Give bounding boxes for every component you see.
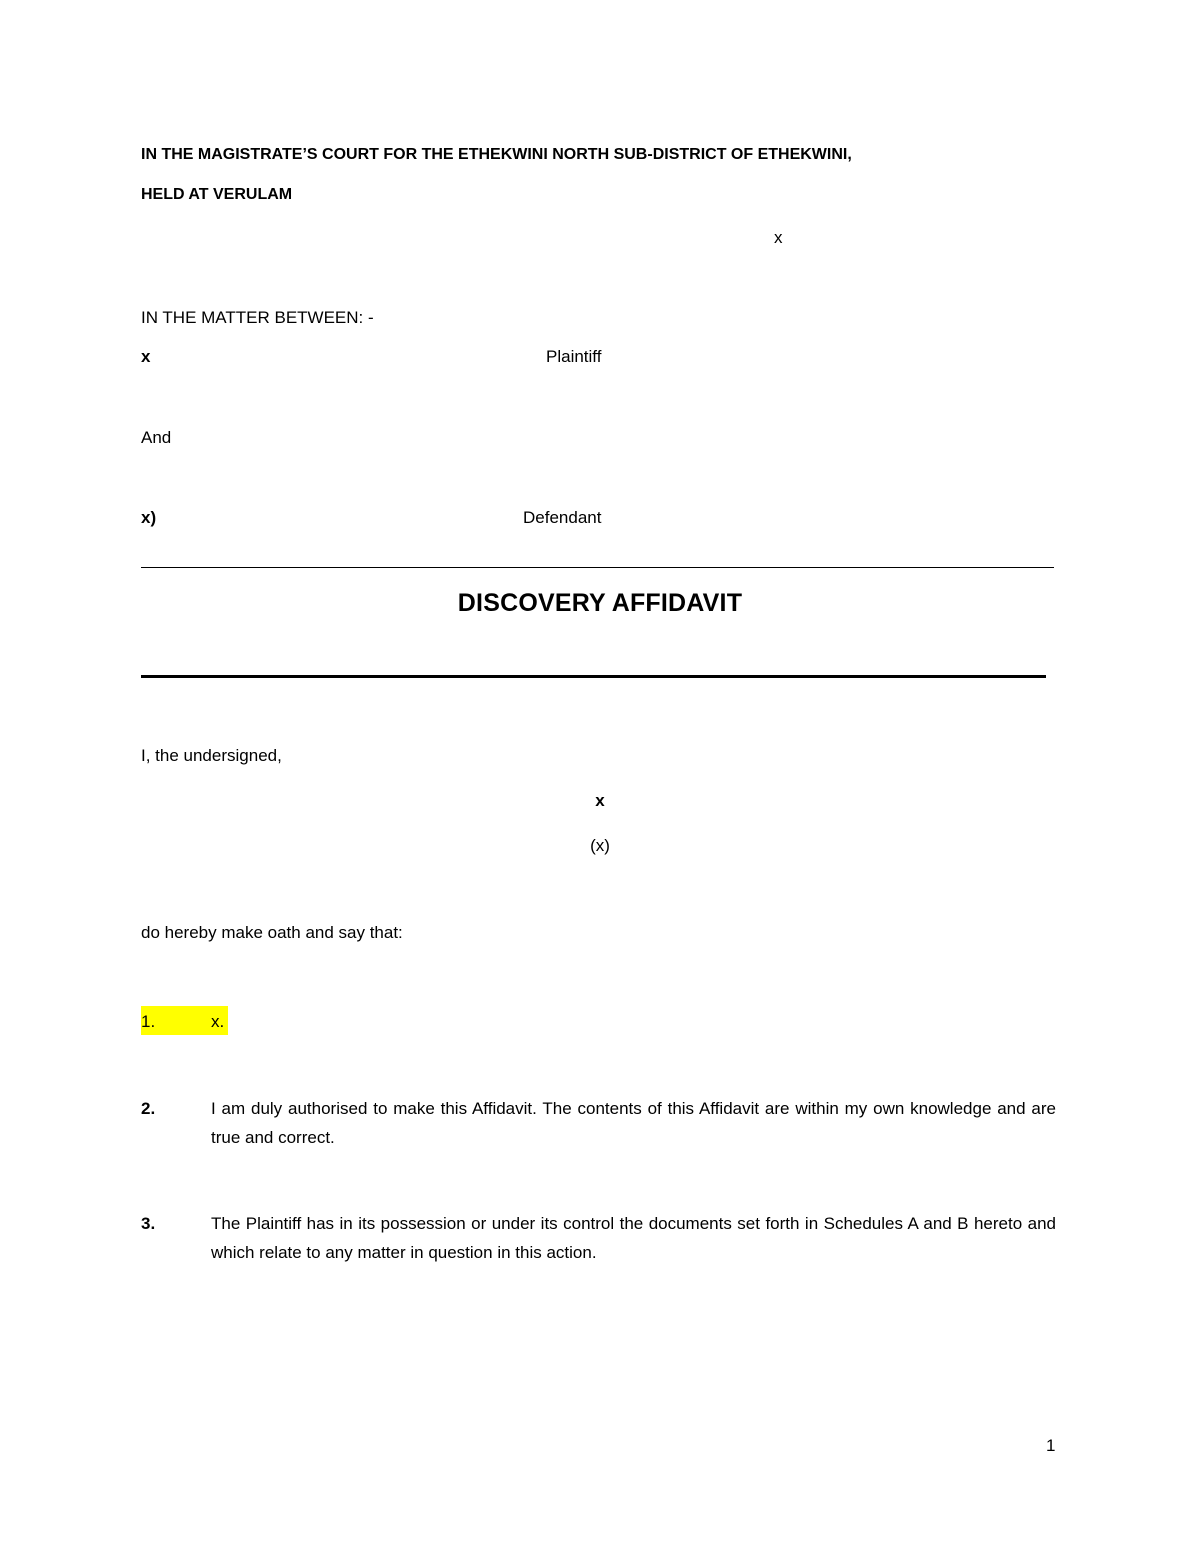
paragraph-1-number: 1. bbox=[141, 1012, 156, 1031]
defendant-label: Defendant bbox=[523, 508, 602, 527]
plaintiff-label: Plaintiff bbox=[546, 347, 602, 366]
court-location-line: HELD AT VERULAM bbox=[141, 186, 293, 203]
deponent-id: (x) bbox=[590, 836, 610, 855]
defendant-name: x) bbox=[141, 508, 157, 527]
paragraph-1-text: x. bbox=[211, 1012, 225, 1031]
paragraph-3-text: The Plaintiff has in its possession or under its control the documents set forth in Schedules A and B hereto and which relate to any matter in question in this action. bbox=[211, 1214, 1056, 1262]
matter-between-label: IN THE MATTER BETWEEN: - bbox=[141, 308, 374, 327]
paragraph-2-number: 2. bbox=[141, 1099, 156, 1118]
top-divider bbox=[141, 567, 1054, 568]
deponent-name: x bbox=[595, 791, 605, 810]
case-number: x bbox=[774, 228, 783, 247]
plaintiff-name: x bbox=[141, 347, 151, 366]
document-title: DISCOVERY AFFIDAVIT bbox=[457, 589, 743, 617]
deponent-intro: I, the undersigned, bbox=[141, 746, 282, 765]
court-name-line: IN THE MAGISTRATE’S COURT FOR THE ETHEKWINI NORTH SUB-DISTRICT OF ETHEKWINI, bbox=[141, 146, 852, 163]
title-underline bbox=[141, 675, 1046, 678]
paragraph-2-text: I am duly authorised to make this Affidavit. The contents of this Affidavit are within my own knowledge and are true and correct. bbox=[211, 1099, 1056, 1147]
paragraph-3-number: 3. bbox=[141, 1214, 156, 1233]
oath-statement: do hereby make oath and say that: bbox=[141, 923, 403, 942]
page-number: 1 bbox=[1046, 1436, 1056, 1455]
conjunction-and: And bbox=[141, 428, 172, 447]
